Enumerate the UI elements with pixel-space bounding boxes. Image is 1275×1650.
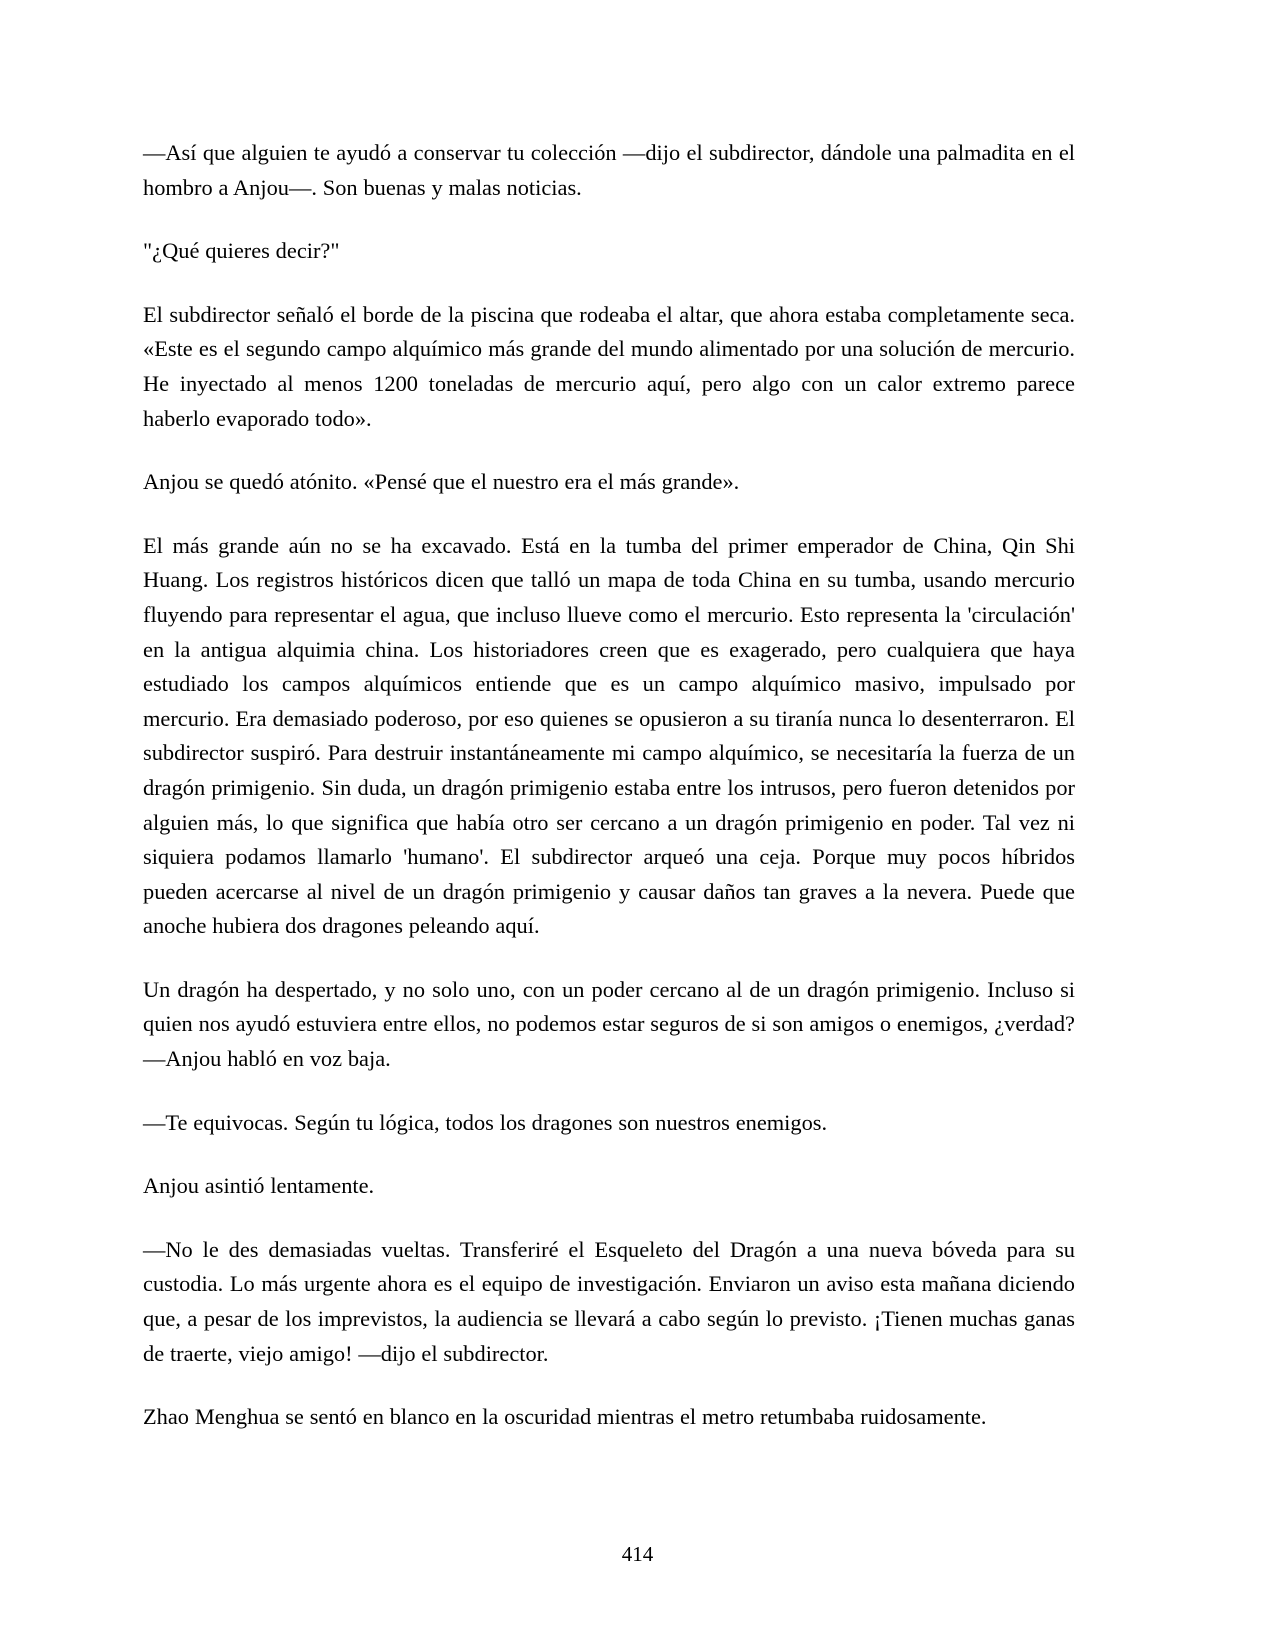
paragraph-5: El más grande aún no se ha excavado. Está en la tumba del primer emperador de China, Qin Shi Huang. Los registros históricos dicen que talló un mapa de toda China en su tumba, usando mercurio fluyendo para representar el agua, que incluso llueve como el mercurio. Esto representa la 'circulación' en la antigua alquimia china. Los historiadores creen que es exagerado, pero cualquiera que haya estudiado los campos alquímicos entiende que es un campo alquímico masivo, impulsado por mercurio. Era demasiado poderoso, por eso quienes se opusieron a su tiranía nunca lo desenterraron. El subdirector suspiró. Para destruir instantáneamente mi campo alquímico, se necesitaría la fuerza de un dragón primigenio. Sin duda, un dragón primigenio estaba entre los intrusos, pero fueron detenidos por alguien más, lo que significa que había otro ser cercano a un dragón primigenio en poder. Tal vez ni siquiera podamos llamarlo 'humano'. El subdirector arqueó una ceja. Porque muy pocos híbridos pueden acercarse al nivel de un dragón primigenio y causar daños tan graves a la nevera. Puede que anoche hubiera dos dragones peleando aquí. <box>143 532 1075 939</box>
page-number-footer: 414 <box>621 1542 654 1566</box>
paragraph-1: —Así que alguien te ayudó a conservar tu colección —dijo el subdirector, dándole una palmadita en el hombro a Anjou—. Son buenas y malas noticias. <box>143 140 1075 200</box>
paragraph-3: El subdirector señaló el borde de la piscina que rodeaba el altar, que ahora estaba completamente seca. «Este es el segundo campo alquímico más grande del mundo alimentado por una solución de mercurio. He inyectado al menos 1200 toneladas de mercurio aquí, pero algo con un calor extremo parece haberlo evaporado todo». <box>143 301 1075 431</box>
paragraph-10: Zhao Menghua se sentó en blanco en la oscuridad mientras el metro retumbaba ruidosamente. <box>143 1404 987 1430</box>
paragraph-8: Anjou asintió lentamente. <box>143 1173 375 1199</box>
paragraph-7: —Te equivocas. Según tu lógica, todos los dragones son nuestros enemigos. <box>143 1109 828 1135</box>
paragraph-4: Anjou se quedó atónito. «Pensé que el nuestro era el más grande». <box>143 469 740 495</box>
body-text-block <box>143 136 1075 1435</box>
paragraph-6: Un dragón ha despertado, y no solo uno, con un poder cercano al de un dragón primigenio. Incluso si quien nos ayudó estuviera entre ellos, no podemos estar seguros de si son amigos o enemigos, ¿verdad? —Anjou habló en voz baja. <box>143 976 1075 1072</box>
paragraph-2: "¿Qué quieres decir?" <box>143 238 340 264</box>
paragraph-9: —No le des demasiadas vueltas. Transferiré el Esqueleto del Dragón a una nueva bóveda para su custodia. Lo más urgente ahora es el equipo de investigación. Enviaron un aviso esta mañana diciendo que, a pesar de los imprevistos, la audiencia se llevará a cabo según lo previsto. ¡Tienen muchas ganas de traerte, viejo amigo! —dijo el subdirector. <box>143 1236 1075 1366</box>
